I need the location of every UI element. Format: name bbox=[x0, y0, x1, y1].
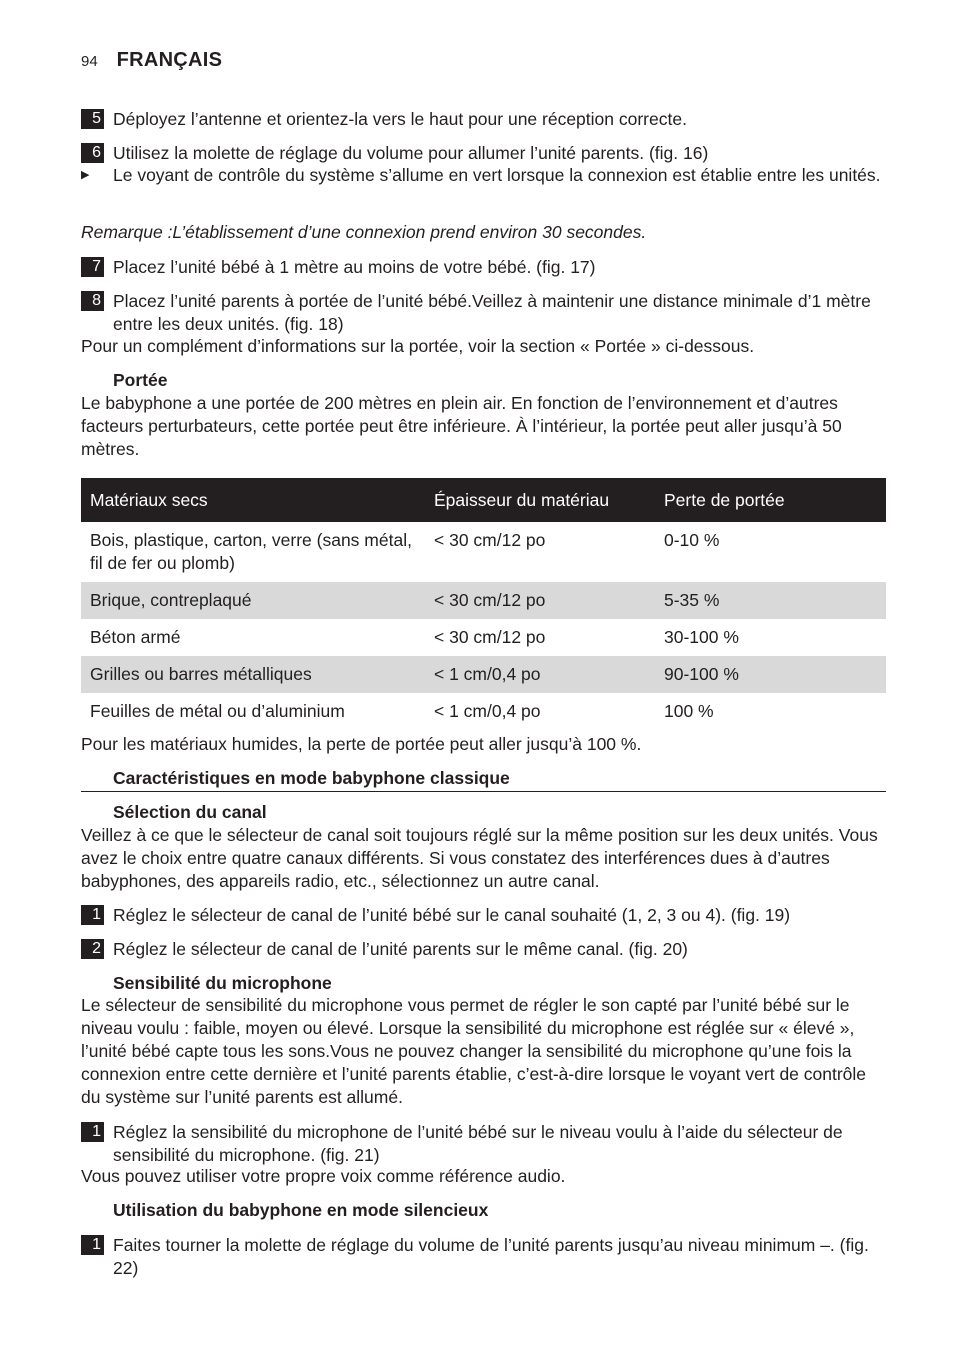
microphone-step-1 bbox=[81, 1121, 886, 1167]
table-cell: 90-100 % bbox=[664, 664, 739, 684]
step-number: 1 bbox=[81, 1122, 104, 1142]
step-8 bbox=[81, 290, 886, 336]
section-title-silent-mode: Utilisation du babyphone en mode silencieux bbox=[113, 1200, 489, 1220]
table-row bbox=[81, 656, 886, 693]
table-cell: < 1 cm/0,4 po bbox=[434, 701, 541, 721]
step-number: 7 bbox=[81, 257, 104, 277]
table-cell: 100 % bbox=[664, 701, 714, 721]
page-header bbox=[81, 49, 222, 73]
bullet-text: Le voyant de contrôle du système s’allume en vert lorsque la connexion est établie entre les unités. bbox=[113, 165, 881, 185]
range-loss-table bbox=[81, 478, 886, 730]
section-title-classic-mode: Caractéristiques en mode babyphone classique bbox=[81, 767, 886, 792]
table-cell: Brique, contreplaqué bbox=[90, 590, 252, 610]
step-text: Réglez le sélecteur de canal de l’unité parents sur le même canal. (fig. 20) bbox=[113, 939, 688, 959]
step-5 bbox=[81, 108, 886, 131]
table-cell: < 30 cm/12 po bbox=[434, 530, 546, 550]
channel-step-2 bbox=[81, 938, 886, 961]
channel-step-1 bbox=[81, 904, 886, 927]
note: Remarque :L’établissement d’une connexion prend environ 30 secondes. bbox=[81, 222, 647, 242]
step-text: Réglez le sélecteur de canal de l’unité bébé sur le canal souhaité (1, 2, 3 ou 4). (fig. 19) bbox=[113, 905, 791, 925]
step-text: Placez l’unité bébé à 1 mètre au moins de votre bébé. (fig. 17) bbox=[113, 257, 596, 277]
step-number: 1 bbox=[81, 1235, 104, 1255]
step-text: Déployez l’antenne et orientez-la vers le haut pour une réception correcte. bbox=[113, 109, 687, 129]
step-7 bbox=[81, 256, 886, 279]
table-cell: Bois, plastique, carton, verre (sans métal, fil de fer ou plomb) bbox=[90, 530, 412, 573]
table-cell: 5-35 % bbox=[664, 590, 720, 610]
step-text: Utilisez la molette de réglage du volume pour allumer l’unité parents. (fig. 16) bbox=[113, 143, 709, 163]
step-text: Placez l’unité parents à portée de l’unité bébé.Veillez à maintenir une distance minimale d’1 mètre entre les deux unités. (fig. 18) bbox=[113, 291, 871, 334]
section-title-channel: Sélection du canal bbox=[113, 802, 267, 822]
silent-step-1 bbox=[81, 1234, 886, 1280]
language-title: FRANÇAIS bbox=[116, 49, 223, 71]
table-cell: < 30 cm/12 po bbox=[434, 627, 546, 647]
step-6 bbox=[81, 142, 886, 165]
portee-paragraph: Le babyphone a une portée de 200 mètres en plein air. En fonction de l’environnement et d’autres facteurs perturbateurs, cette portée peut être inférieure. À l’intérieur, la portée peut aller jusqu’à 50 mètres. bbox=[81, 393, 842, 459]
result-bullet bbox=[81, 164, 886, 187]
table-cell: Grilles ou barres métalliques bbox=[90, 664, 312, 684]
table-row bbox=[81, 522, 886, 582]
step-text: Réglez la sensibilité du microphone de l’unité bébé sur le niveau voulu à l’aide du sélecteur de sensibilité du microphone. (fig. 21) bbox=[113, 1122, 843, 1165]
table-cell: 0-10 % bbox=[664, 530, 720, 550]
table-header-row bbox=[81, 478, 886, 522]
step-number: 8 bbox=[81, 291, 104, 311]
table-cell: Feuilles de métal ou d’aluminium bbox=[90, 701, 345, 721]
table-cell: Béton armé bbox=[90, 627, 181, 647]
section-title-microphone: Sensibilité du microphone bbox=[113, 973, 332, 993]
column-header: Matériaux secs bbox=[90, 489, 208, 510]
triangle-bullet-icon: ▶ bbox=[81, 169, 90, 181]
microphone-paragraph: Le sélecteur de sensibilité du microphone vous permet de régler le son capté par l’unité bébé sur le niveau voulu : faible, moyen ou élevé. Lorsque la sensibilité du microphone est réglée sur « élevé », l’unité bébé capte tous les sons.Vous ne pouvez changer la sensibilité du microphone qu’une fois la connexion entre cette dernière et l’unité parents établie, c’est-à-dire lorsque le voyant vert de contrôle du système sur l’unité parents est allumé. bbox=[81, 995, 867, 1107]
step-number: 1 bbox=[81, 905, 104, 925]
step-number: 6 bbox=[81, 143, 104, 163]
column-header: Épaisseur du matériau bbox=[434, 489, 610, 510]
step-number: 5 bbox=[81, 109, 104, 129]
range-reference-paragraph: Pour un complément d’informations sur la portée, voir la section « Portée » ci-dessous. bbox=[81, 336, 755, 356]
column-header: Perte de portée bbox=[664, 489, 785, 510]
channel-paragraph: Veillez à ce que le sélecteur de canal soit toujours réglé sur la même position sur les deux unités. Vous avez le choix entre quatre canaux différents. Si vous constatez des interférences dues à d’autres babyphones, des appareils radio, etc., sélectionnez un autre canal. bbox=[81, 825, 878, 891]
table-cell: 30-100 % bbox=[664, 627, 739, 647]
microphone-after-paragraph: Vous pouvez utiliser votre propre voix comme référence audio. bbox=[81, 1166, 566, 1186]
step-number: 2 bbox=[81, 939, 104, 959]
table-cell: < 30 cm/12 po bbox=[434, 590, 546, 610]
humid-paragraph: Pour les matériaux humides, la perte de portée peut aller jusqu’à 100 %. bbox=[81, 734, 642, 754]
table-row bbox=[81, 582, 886, 619]
section-title-portee: Portée bbox=[113, 370, 168, 390]
page-number: 94 bbox=[81, 53, 98, 70]
table-row bbox=[81, 693, 886, 730]
step-text: Faites tourner la molette de réglage du volume de l’unité parents jusqu’au niveau minimum –. (fig. 22) bbox=[113, 1235, 869, 1278]
table-row bbox=[81, 619, 886, 656]
table-cell: < 1 cm/0,4 po bbox=[434, 664, 541, 684]
